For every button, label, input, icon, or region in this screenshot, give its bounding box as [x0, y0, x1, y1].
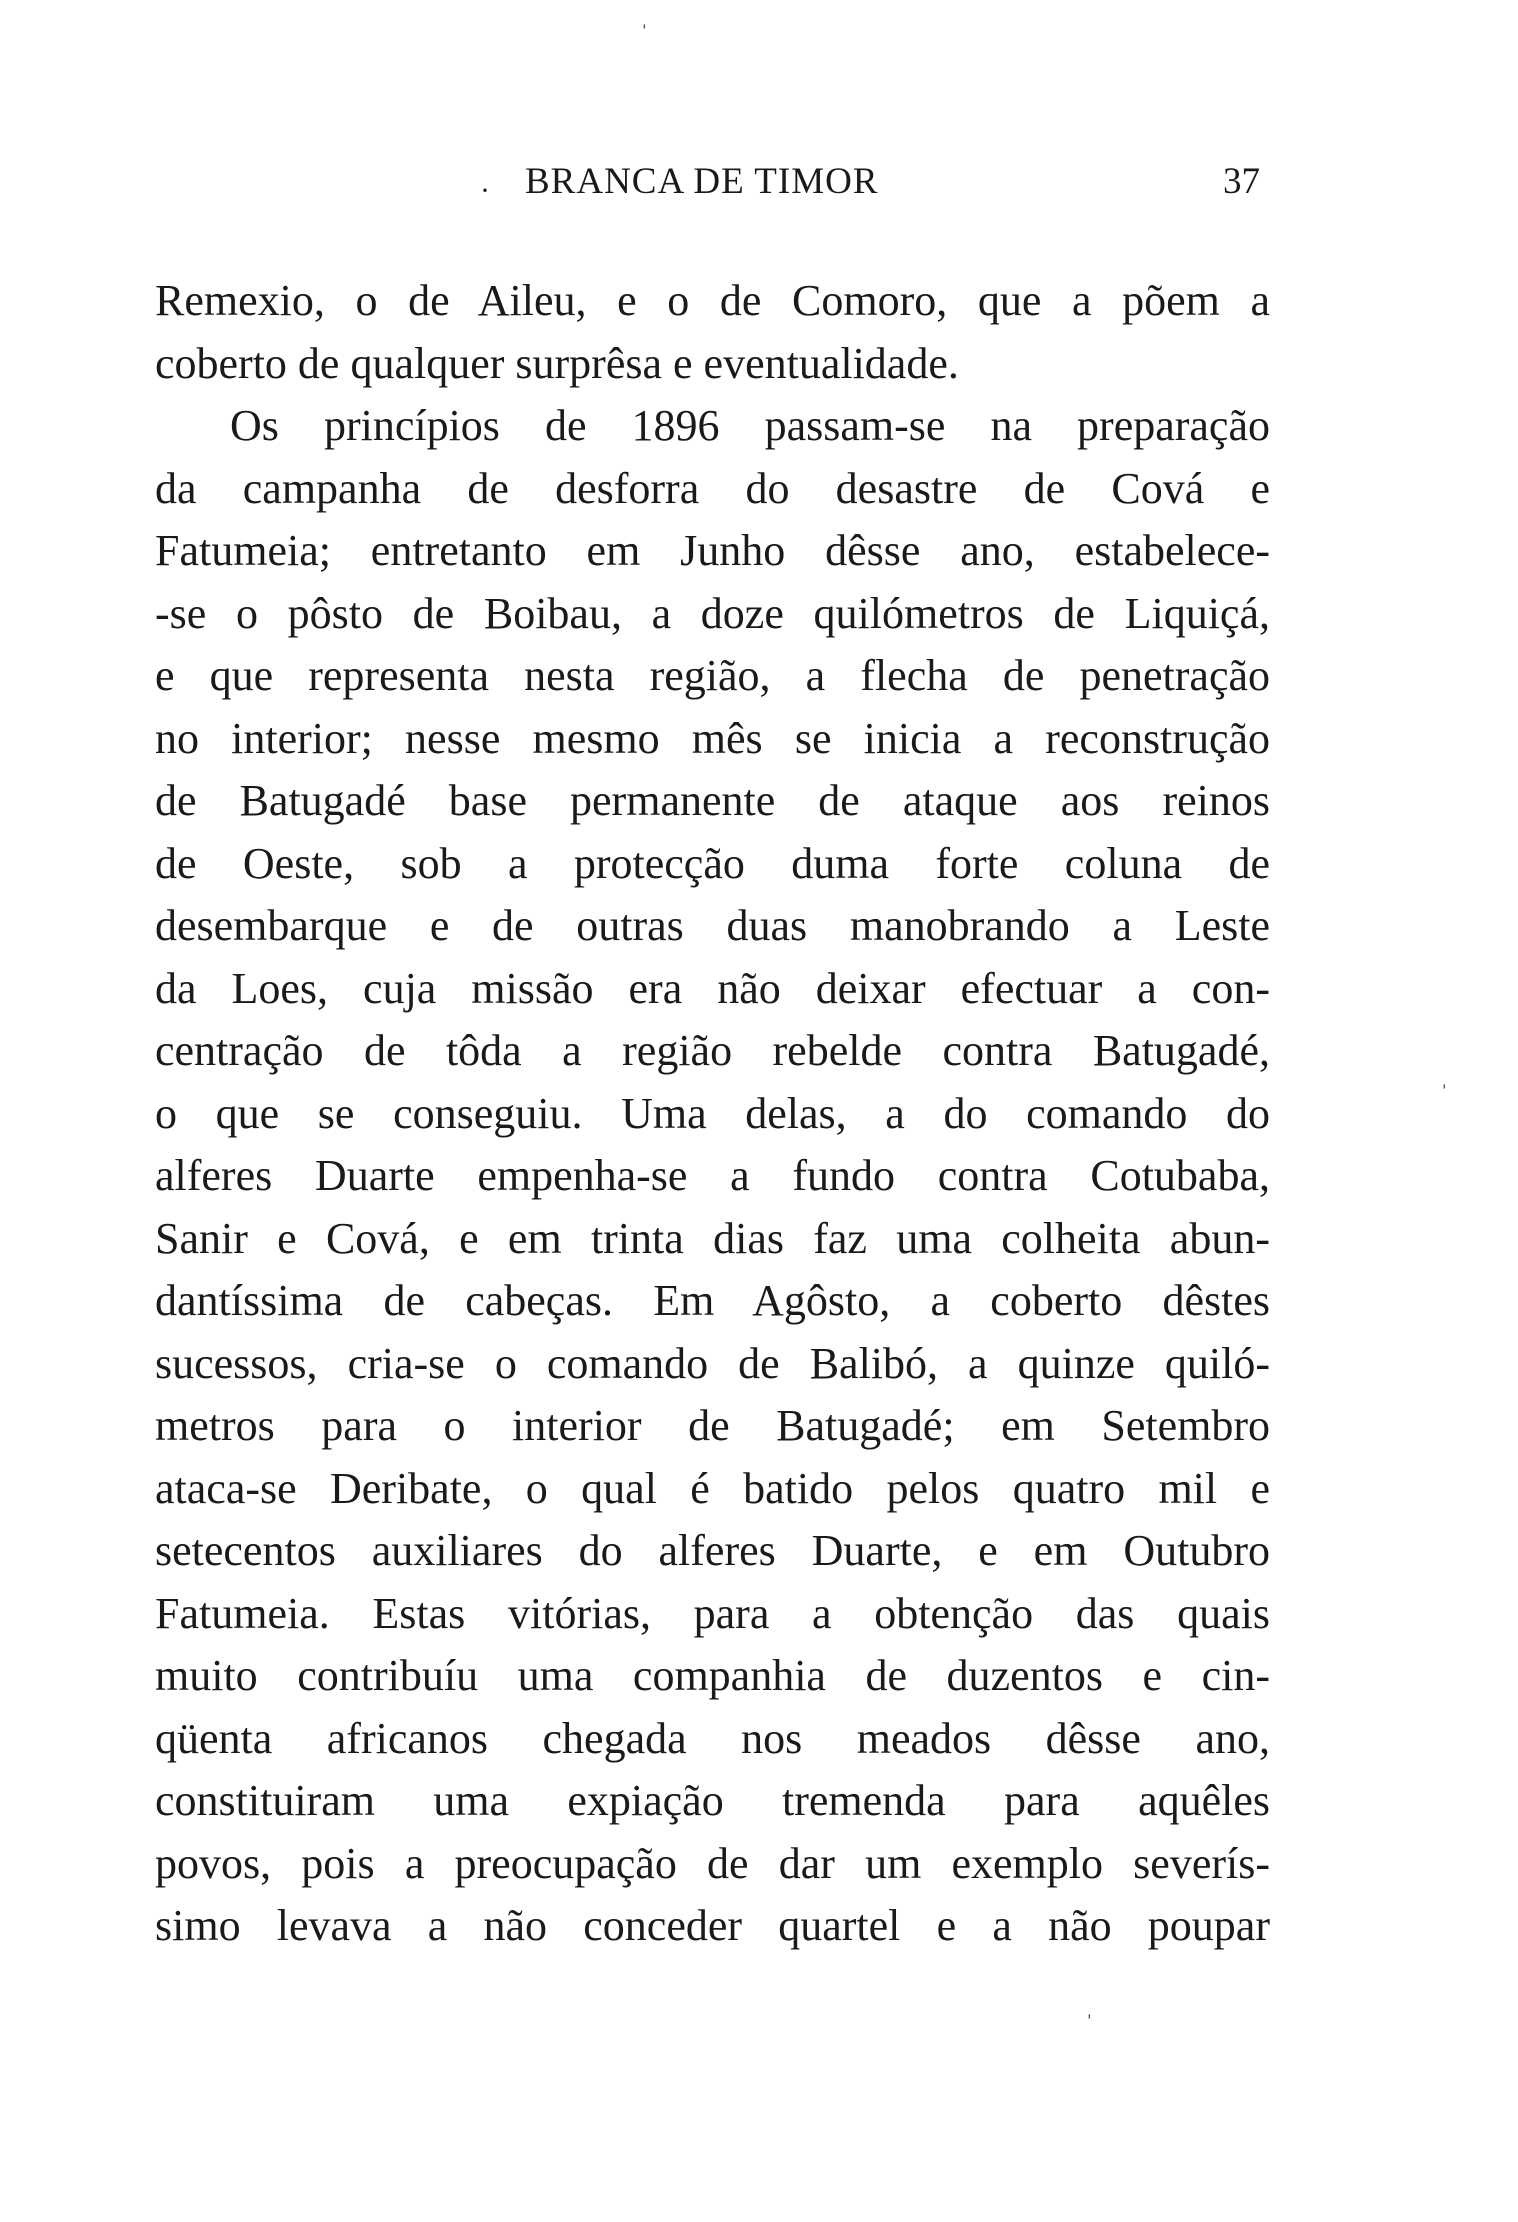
text-line: -se o pôsto de Boibau, a doze quilómetros de Liquiçá, — [155, 588, 1270, 638]
running-title: BRANCA DE TIMOR — [525, 161, 879, 202]
text-line: da Loes, cuja missão era não deixar efectuar a con- — [155, 963, 1270, 1013]
text-line: desembarque e de outras duas manobrando a Leste — [155, 901, 1270, 950]
text-line: Fatumeia; entretanto em Junho dêsse ano, estabelece- — [155, 526, 1270, 575]
text-line: no interior; nesse mesmo mês se inicia a reconstrução — [155, 713, 1270, 763]
text-line: de Batugadé base permanente de ataque aos reinos — [155, 776, 1270, 825]
text-line: sucessos, cria-se o comando de Balibó, a quinze quiló- — [155, 1338, 1270, 1388]
text-line: constituiram uma expiação tremenda para aquêles — [155, 1776, 1270, 1825]
text-line: de Oeste, sob a protecção duma forte coluna de — [155, 838, 1270, 888]
text-line: metros para o interior de Batugadé; em Setembro — [155, 1401, 1270, 1450]
text-line: centração de tôda a região rebelde contra Batugadé, — [155, 1026, 1270, 1075]
text-line: coberto de qualquer surprêsa e eventualidade. — [155, 338, 959, 388]
running-head — [160, 160, 1260, 220]
text-line: Remexio, o de Aileu, e o de Comoro, que a põem a — [155, 276, 1270, 325]
text-line: povos, pois a preocupação de dar um exemplo severís- — [155, 1838, 1270, 1888]
ink-speck: ˈ — [640, 20, 649, 49]
text-line: Os princípios de 1896 passam-se na preparação — [230, 401, 1270, 450]
body-text — [155, 270, 1270, 1958]
text-line: ataca-se Deribate, o qual é batido pelos quatro mil e — [155, 1463, 1270, 1513]
text-line: dantíssima de cabeças. Em Agôsto, a coberto dêstes — [155, 1276, 1270, 1325]
ink-speck: ˈ — [1085, 2010, 1094, 2039]
page-number: 37 — [1223, 161, 1260, 202]
text-line: o que se conseguiu. Uma delas, a do comando do — [155, 1088, 1270, 1138]
text-line: simo levava a não conceder quartel e a não poupar — [155, 1901, 1270, 1950]
text-line: e que representa nesta região, a flecha de penetração — [155, 651, 1270, 700]
text-line: alferes Duarte empenha-se a fundo contra Cotubaba, — [155, 1151, 1270, 1200]
text-line: Fatumeia. Estas vitórias, para a obtenção das quais — [155, 1588, 1270, 1638]
text-line: Sanir e Cová, e em trinta dias faz uma colheita abun- — [155, 1213, 1270, 1263]
text-line: setecentos auxiliares do alferes Duarte, e em Outubro — [155, 1526, 1270, 1575]
text-line: qüenta africanos chegada nos meados dêsse ano, — [155, 1713, 1270, 1763]
printer-mark: · — [480, 174, 490, 207]
text-line: da campanha de desforra do desastre de Cová e — [155, 463, 1270, 513]
ink-speck: ˈ — [1440, 1080, 1449, 1109]
text-line: muito contribuíu uma companhia de duzentos e cin- — [155, 1651, 1270, 1700]
